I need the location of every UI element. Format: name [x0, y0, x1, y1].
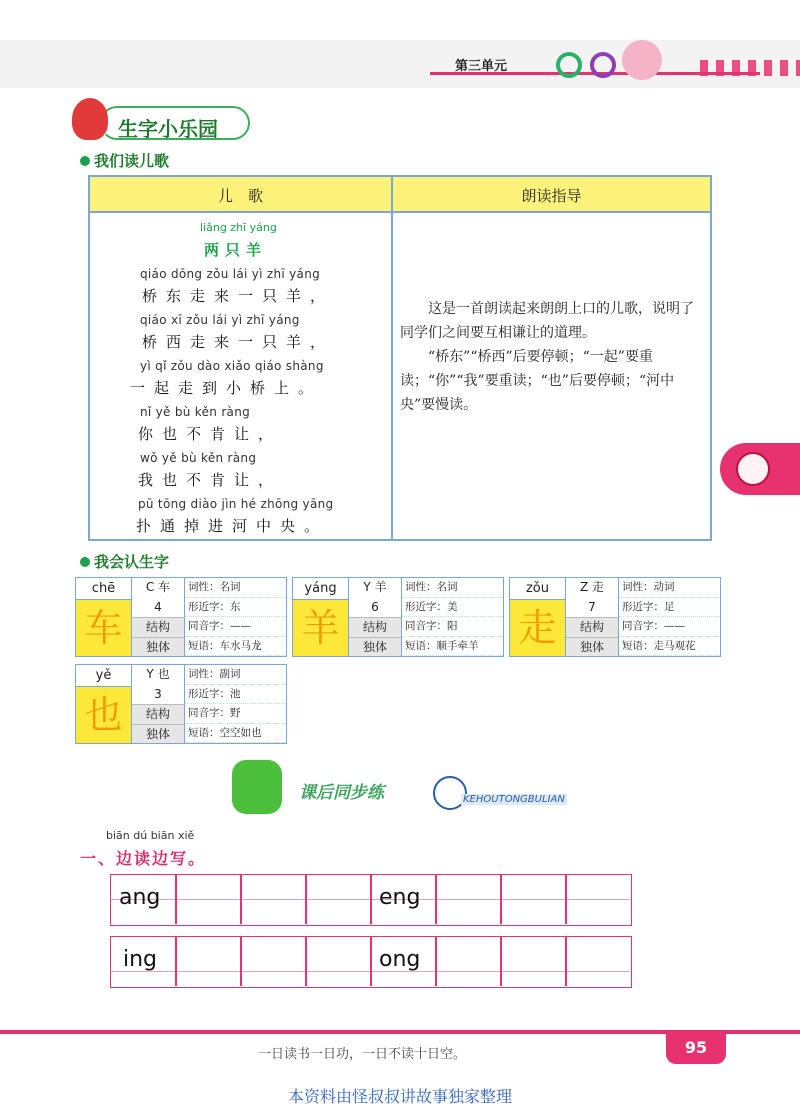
poem-line-pinyin: pū tōng diào jìn hé zhōng yāng [138, 497, 334, 511]
char-info [618, 578, 720, 656]
unit-title: 第三单元 [455, 59, 508, 74]
char-info [401, 578, 503, 656]
green-bullet-icon [80, 557, 90, 567]
poem-line: 你也不肯让， [138, 425, 283, 443]
char-card [75, 664, 287, 744]
char-strokes: 3 [154, 686, 162, 701]
char-glyph: 羊 [293, 600, 349, 656]
char-pinyin: yě [76, 665, 132, 687]
char-structure-label: 结构 [132, 617, 184, 637]
chars-subtitle: 我会认生字 [80, 551, 169, 572]
char-index-letter: C 车 [145, 580, 171, 594]
page-number: 95 [684, 1038, 708, 1057]
grid-label: ong [379, 947, 421, 972]
question-pinyin: biān dú biān xiě [106, 829, 195, 842]
char-info [184, 665, 286, 743]
grid-label: ing [123, 947, 158, 972]
poem-line: 桥西走来一只羊， [142, 333, 335, 351]
char-pinyin: yáng [293, 578, 349, 600]
grid-label: eng [379, 885, 421, 910]
grid-label: ang [119, 885, 161, 910]
green-monster-icon [232, 760, 282, 814]
char-glyph: 车 [76, 600, 132, 656]
poem-line-pinyin: qiáo dōng zǒu lái yì zhī yáng [140, 267, 321, 281]
footer-motto: 一日读书一日功，一日不读十日空。 [258, 1047, 467, 1062]
char-homophone: 同音字：野 [185, 704, 286, 724]
char-phrase: 短语：走马观花 [619, 637, 720, 657]
char-index-letter: Z 走 [579, 580, 605, 594]
char-info [184, 578, 286, 656]
poem-table [88, 175, 712, 541]
poem-line: 扑通掉进河中央。 [136, 517, 329, 535]
char-single-label: 独体 [349, 637, 401, 657]
cartoon-kid-icon [72, 98, 108, 140]
question-1-label: 一、边读边写。 [80, 849, 207, 868]
char-glyph: 走 [510, 600, 566, 656]
char-meta [132, 665, 184, 743]
char-meta [566, 578, 618, 656]
char-pos: 词性：动词 [619, 578, 720, 598]
practice-title: 课后同步练 [299, 783, 384, 803]
char-pos: 词性：副词 [185, 665, 286, 685]
poem-line-pinyin: nǐ yě bù kěn ràng [140, 405, 251, 419]
char-meta [132, 578, 184, 656]
poem-line-pinyin: wǒ yě bù kěn ràng [140, 451, 257, 465]
writing-grid-row[interactable] [110, 874, 632, 926]
checker-decoration [700, 60, 800, 76]
char-phrase: 短语：空空如也 [185, 724, 286, 744]
char-card [292, 577, 504, 657]
poem-table-divider [391, 177, 393, 539]
char-single-label: 独体 [566, 637, 618, 657]
char-pinyin: chē [76, 578, 132, 600]
girl-mascot-icon [622, 40, 662, 80]
char-phrase: 短语：顺手牵羊 [402, 637, 503, 657]
reading-guide [400, 297, 700, 417]
practice-banner [283, 772, 573, 814]
poem-title: 两只羊 [204, 241, 268, 259]
purple-ring-icon [590, 52, 616, 78]
poem-subtitle: 我们读儿歌 [80, 150, 169, 171]
char-homophone: 同音字：—— [619, 617, 720, 637]
char-similar: 形近字：美 [402, 598, 503, 618]
char-meta [349, 578, 401, 656]
poem-line-pinyin: qiáo xī zǒu lái yì zhī yáng [140, 313, 300, 327]
credit-line: 本资料由怪叔叔讲故事独家整理 [287, 1087, 512, 1106]
col-header-guide: 朗读指导 [521, 187, 582, 205]
fox-mascot-icon [736, 452, 770, 486]
char-index-letter: Y 羊 [363, 580, 387, 594]
header-band [0, 40, 800, 88]
char-single-label: 独体 [132, 637, 184, 657]
poem-line-pinyin: yì qǐ zǒu dào xiǎo qiáo shàng [140, 359, 324, 373]
green-ring-icon [556, 52, 582, 78]
char-similar: 形近字：足 [619, 598, 720, 618]
col-header-song: 儿 歌 [217, 187, 263, 205]
char-card [509, 577, 721, 657]
writing-grid-row[interactable] [110, 936, 632, 988]
char-single-label: 独体 [132, 724, 184, 744]
char-structure-label: 结构 [132, 704, 184, 724]
green-bullet-icon [80, 156, 90, 166]
poem-line: 桥东走来一只羊， [142, 287, 335, 305]
char-pos: 词性：名词 [402, 578, 503, 598]
poem-line: 我也不肯让， [138, 471, 283, 489]
char-similar: 形近字：池 [185, 685, 286, 705]
guide-paragraph: “桥东”“桥西”后要停顿；“一起”要重读；“你”“我”要重读；“也”后要停顿；“河中央”要慢读。 [400, 349, 675, 413]
char-similar: 形近字：东 [185, 598, 286, 618]
char-strokes: 7 [588, 599, 596, 614]
guide-paragraph: 这是一首朗读起来朗朗上口的儿歌，说明了同学们之间要互相谦让的道理。 [400, 301, 694, 341]
char-structure-label: 结构 [566, 617, 618, 637]
char-pinyin: zǒu [510, 578, 566, 600]
char-index-letter: Y 也 [146, 667, 170, 681]
char-pos: 词性：名词 [185, 578, 286, 598]
char-homophone: 同音字：—— [185, 617, 286, 637]
char-strokes: 6 [371, 599, 379, 614]
char-homophone: 同音字：阳 [402, 617, 503, 637]
char-phrase: 短语：车水马龙 [185, 637, 286, 657]
section-title: 生字小乐园 [118, 117, 218, 141]
poem-line: 一起走到小桥上。 [130, 379, 323, 397]
char-glyph: 也 [76, 687, 132, 743]
practice-subtitle: KEHOUTONGBULIAN [463, 794, 565, 805]
char-strokes: 4 [154, 599, 162, 614]
char-structure-label: 结构 [349, 617, 401, 637]
char-card [75, 577, 287, 657]
poem-title-pinyin: liǎng zhī yáng [200, 221, 277, 234]
